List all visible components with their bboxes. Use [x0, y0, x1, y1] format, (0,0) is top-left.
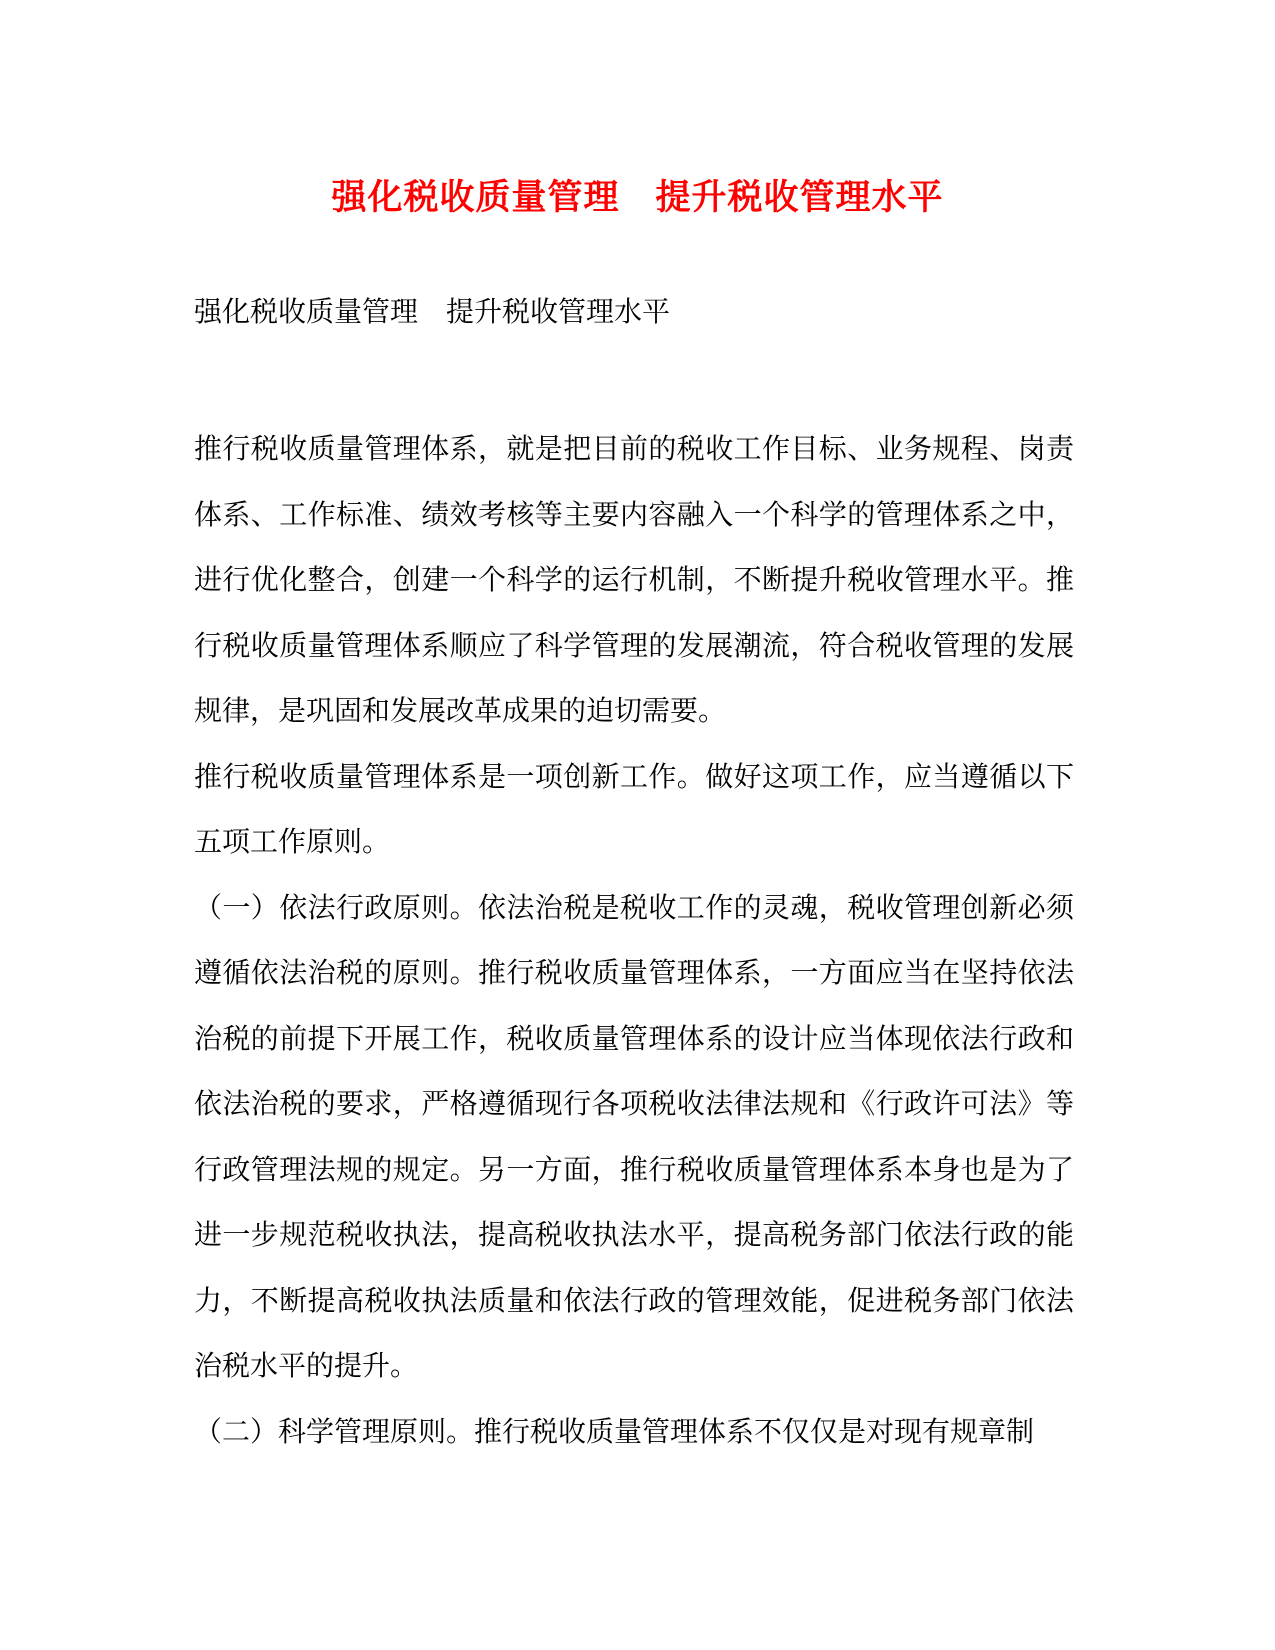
paragraph: 推行税收质量管理体系是一项创新工作。做好这项工作，应当遵循以下五项工作原则。 [194, 759, 1074, 858]
document-title: 强化税收质量管理 提升税收管理水平 [331, 177, 944, 218]
paragraph: 推行税收质量管理体系，就是把目前的税收工作目标、业务规程、岗责体系、工作标准、绩效考核等主要内容融入一个科学的管理体系之中，进行优化整合，创建一个科学的运行机制，不断提升税收管理水平。推行税收质量管理体系顺应了科学管理的发展潮流，符合税收管理的发展规律，是巩固和发展改革成果的迫切需要。 [194, 432, 1074, 727]
paragraph: （二）科学管理原则。推行税收质量管理体系不仅仅是对现有规章制 [194, 1414, 1035, 1448]
document-body [194, 416, 1074, 1464]
document-subtitle: 强化税收质量管理 提升税收管理水平 [194, 295, 671, 328]
paragraph: （一）依法行政原则。依法治税是税收工作的灵魂，税收管理创新必须遵循依法治税的原则。推行税收质量管理体系，一方面应当在坚持依法治税的前提下开展工作，税收质量管理体系的设计应当体现依法行政和依法治税的要求，严格遵循现行各项税收法律法规和《行政许可法》等行政管理法规的规定。另一方面，推行税收质量管理体系本身也是为了进一步规范税收执法，提高税收执法水平，提高税务部门依法行政的能力，不断提高税收执法质量和依法行政的管理效能，促进税务部门依法治税水平的提升。 [194, 890, 1074, 1382]
